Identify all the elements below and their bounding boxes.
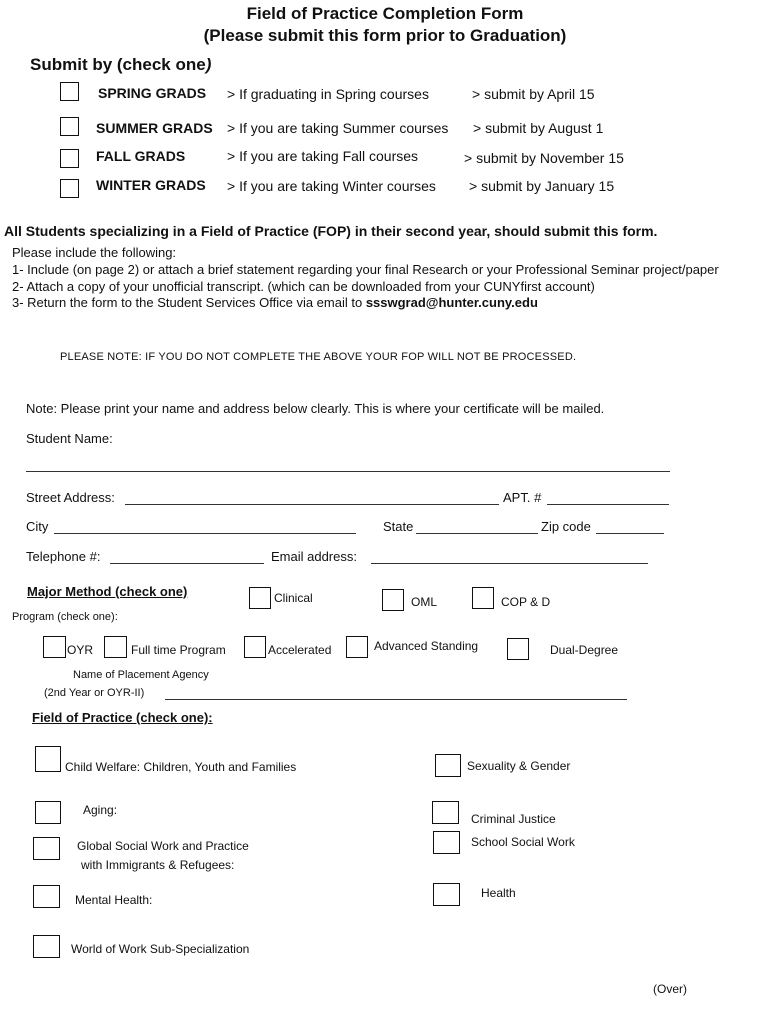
address-note: Note: Please print your name and address below clearly. This is where your certificate will be mailed. <box>26 401 605 416</box>
state-field[interactable] <box>416 533 538 534</box>
world-of-work-label: World of Work Sub-Specialization <box>71 942 250 956</box>
zip-code-field[interactable] <box>596 533 664 534</box>
field-of-practice-heading: Field of Practice (check one): <box>32 710 213 725</box>
city-label: City <box>26 519 49 534</box>
telephone-field[interactable] <box>110 563 264 564</box>
instruction-item-2: 2- Attach a copy of your unofficial transcript. (which can be downloaded from your CUNYfirst account) <box>12 279 595 294</box>
email-address-label: Email address: <box>271 549 357 564</box>
state-label: State <box>383 519 414 534</box>
zip-code-label: Zip code <box>541 519 591 534</box>
cop-d-label: COP & D <box>501 595 551 609</box>
fall-grads-label: FALL GRADS <box>96 148 186 164</box>
spring-grads-label: SPRING GRADS <box>98 85 207 101</box>
aging-checkbox[interactable] <box>35 801 61 824</box>
fall-grads-checkbox[interactable] <box>60 149 79 168</box>
instructions-heading: All Students specializing in a Field of Practice (FOP) in their second year, should submit this form. <box>4 223 658 239</box>
advanced-standing-label: Advanced Standing <box>374 639 479 653</box>
spring-grads-checkbox[interactable] <box>60 82 79 101</box>
placement-year-label: (2nd Year or OYR-II) <box>44 687 145 699</box>
child-welfare-checkbox[interactable] <box>35 746 61 772</box>
street-address-label: Street Address: <box>26 490 115 505</box>
sexuality-gender-checkbox[interactable] <box>435 754 461 777</box>
criminal-justice-label: Criminal Justice <box>471 812 556 826</box>
oml-label: OML <box>411 595 438 609</box>
spring-grads-deadline: > submit by April 15 <box>472 86 595 102</box>
student-name-field[interactable] <box>26 471 670 472</box>
fall-grads-condition: > If you are taking Fall courses <box>227 148 419 164</box>
program-heading: Program (check one): <box>12 611 118 623</box>
instruction-item-3: 3- Return the form to the Student Services Office via email to ssswgrad@hunter.cuny.edu <box>12 295 538 310</box>
full-time-program-label: Full time Program <box>131 643 226 657</box>
sexuality-gender-label: Sexuality & Gender <box>467 759 571 773</box>
placement-agency-field[interactable] <box>165 699 627 700</box>
form-title: Field of Practice Completion Form <box>246 4 524 23</box>
apt-label: APT. # <box>503 490 542 505</box>
summer-grads-label: SUMMER GRADS <box>96 120 213 136</box>
health-label: Health <box>481 886 516 900</box>
instructions-intro: Please include the following: <box>12 245 177 260</box>
child-welfare-label: Child Welfare: Children, Youth and Families <box>65 760 297 774</box>
email-address-field[interactable] <box>371 563 648 564</box>
global-social-work-checkbox[interactable] <box>33 837 60 860</box>
winter-grads-deadline: > submit by January 15 <box>469 178 615 194</box>
aging-label: Aging: <box>83 803 118 817</box>
submit-by-heading: Submit by (check one) <box>30 55 212 74</box>
full-time-program-checkbox[interactable] <box>104 636 127 658</box>
dual-degree-label: Dual-Degree <box>550 643 619 657</box>
submission-email[interactable]: ssswgrad@hunter.cuny.edu <box>365 295 538 310</box>
form-subtitle: (Please submit this form prior to Graduation) <box>203 26 567 45</box>
winter-grads-condition: > If you are taking Winter courses <box>227 178 436 194</box>
summer-grads-condition: > If you are taking Summer courses <box>227 120 449 136</box>
mental-health-checkbox[interactable] <box>33 885 60 908</box>
advanced-standing-checkbox[interactable] <box>346 636 368 658</box>
global-social-work-label: Global Social Work and Practice <box>77 839 249 853</box>
oml-checkbox[interactable] <box>382 589 404 611</box>
spring-grads-condition: > If graduating in Spring courses <box>227 86 429 102</box>
criminal-justice-checkbox[interactable] <box>432 801 459 824</box>
fall-grads-deadline: > submit by November 15 <box>464 150 624 166</box>
clinical-label: Clinical <box>274 591 313 605</box>
oyr-label: OYR <box>67 643 94 657</box>
world-of-work-checkbox[interactable] <box>33 935 60 958</box>
over-page-note: (Over) <box>653 982 687 996</box>
school-social-work-label: School Social Work <box>471 835 575 849</box>
student-name-label: Student Name: <box>26 431 113 446</box>
global-social-work-label-line2: with Immigrants & Refugees: <box>81 858 235 872</box>
health-checkbox[interactable] <box>433 883 460 906</box>
summer-grads-checkbox[interactable] <box>60 117 79 136</box>
winter-grads-checkbox[interactable] <box>60 179 79 198</box>
cop-d-checkbox[interactable] <box>472 587 494 609</box>
city-field[interactable] <box>54 533 356 534</box>
summer-grads-deadline: > submit by August 1 <box>473 120 604 136</box>
mental-health-label: Mental Health: <box>75 893 153 907</box>
dual-degree-checkbox[interactable] <box>507 638 529 660</box>
street-address-field[interactable] <box>125 504 499 505</box>
accelerated-label: Accelerated <box>268 643 332 657</box>
telephone-label: Telephone #: <box>26 549 101 564</box>
clinical-checkbox[interactable] <box>249 587 271 609</box>
placement-agency-label: Name of Placement Agency <box>73 669 209 681</box>
winter-grads-label: WINTER GRADS <box>96 177 206 193</box>
school-social-work-checkbox[interactable] <box>433 831 460 854</box>
major-method-heading: Major Method (check one) <box>27 584 188 599</box>
instruction-item-1: 1- Include (on page 2) or attach a brief statement regarding your final Research or your Professional Seminar project/paper <box>12 262 719 277</box>
apt-field[interactable] <box>547 504 669 505</box>
processing-notice: PLEASE NOTE: IF YOU DO NOT COMPLETE THE ABOVE YOUR FOP WILL NOT BE PROCESSED. <box>60 351 577 363</box>
accelerated-checkbox[interactable] <box>244 636 266 658</box>
oyr-checkbox[interactable] <box>43 636 66 658</box>
